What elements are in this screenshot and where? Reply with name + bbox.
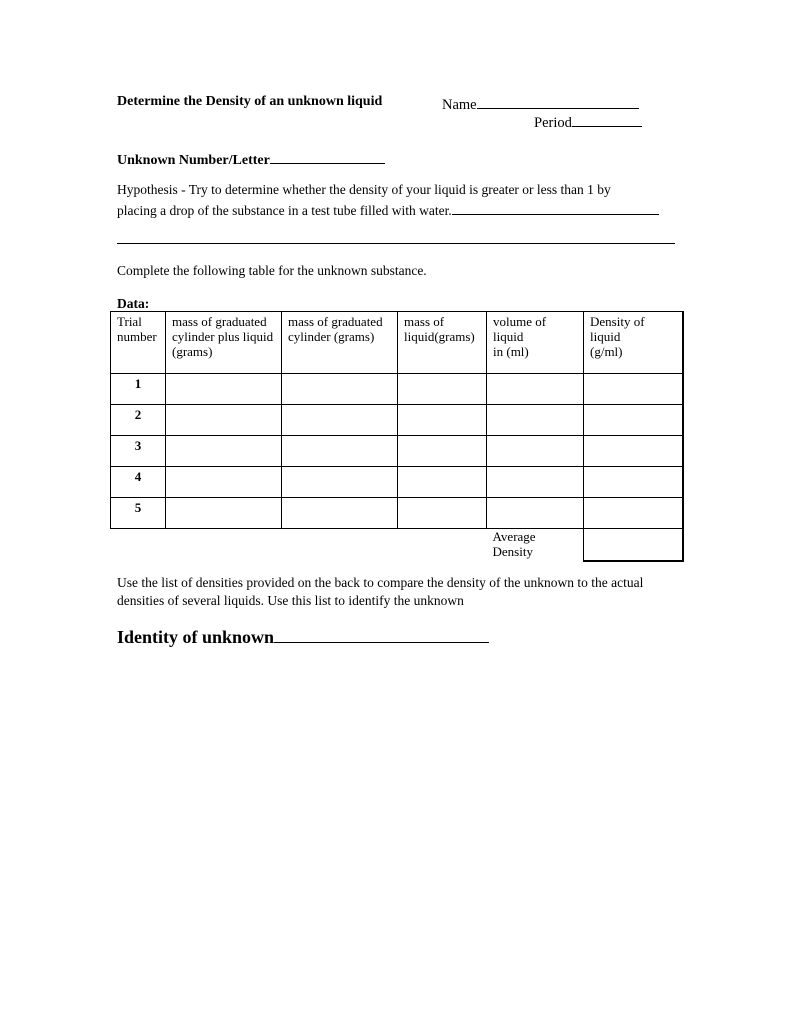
trial-number-cell: 5 — [111, 498, 166, 529]
input-cell[interactable] — [166, 498, 282, 529]
identity-label: Identity of unknown — [117, 627, 275, 647]
trial-number-cell: 2 — [111, 405, 166, 436]
input-cell[interactable] — [398, 436, 487, 467]
input-cell[interactable] — [282, 467, 398, 498]
trial-number-cell: 4 — [111, 467, 166, 498]
worksheet-title: Determine the Density of an unknown liquid — [117, 94, 383, 109]
input-cell[interactable] — [487, 467, 584, 498]
input-cell[interactable] — [398, 374, 487, 405]
identity-blank[interactable] — [274, 625, 489, 643]
header-mass-liquid: mass of liquid(grams) — [398, 312, 487, 374]
trial-number-cell: 3 — [111, 436, 166, 467]
input-cell[interactable] — [166, 436, 282, 467]
hypothesis-blank-2[interactable] — [117, 243, 675, 244]
hypothesis-line-2: placing a drop of the substance in a test tube filled with water. — [117, 203, 452, 218]
data-label: Data: — [117, 296, 150, 311]
hypothesis-line-2-wrap[interactable] — [117, 200, 659, 219]
input-cell[interactable] — [584, 436, 683, 467]
name-label: Name — [442, 97, 477, 113]
input-cell[interactable] — [282, 374, 398, 405]
compare-line-1: Use the list of densities provided on the back to compare the density of the unknown to the actual — [117, 575, 644, 590]
input-cell[interactable] — [487, 498, 584, 529]
header-volume-liquid: volume of liquid in (ml) — [487, 312, 584, 374]
input-cell[interactable] — [282, 498, 398, 529]
trial-number-cell: 1 — [111, 374, 166, 405]
header-density-liquid: Density of liquid (g/ml) — [584, 312, 683, 374]
header-mass-cylinder: mass of graduated cylinder (grams) — [282, 312, 398, 374]
unknown-label: Unknown Number/Letter — [117, 153, 270, 168]
data-table — [110, 311, 684, 562]
input-cell[interactable] — [166, 374, 282, 405]
input-cell[interactable] — [584, 374, 683, 405]
table-row — [111, 374, 683, 405]
average-row — [111, 529, 683, 562]
input-cell[interactable] — [166, 467, 282, 498]
table-row — [111, 436, 683, 467]
table-row — [111, 498, 683, 529]
input-cell[interactable] — [584, 467, 683, 498]
header-mass-cylinder-plus-liquid: mass of graduated cylinder plus liquid (grams) — [166, 312, 282, 374]
input-cell[interactable] — [487, 436, 584, 467]
compare-line-2: densities of several liquids. Use this list to identify the unknown — [117, 593, 464, 608]
average-density-cell[interactable] — [584, 529, 683, 562]
header-trial-number: Trial number — [111, 312, 166, 374]
average-density-label: Average Density — [487, 529, 584, 562]
input-cell[interactable] — [398, 467, 487, 498]
input-cell[interactable] — [584, 498, 683, 529]
hypothesis-line-1: Hypothesis - Try to determine whether the density of your liquid is greater or less than 1 by — [117, 182, 611, 197]
period-blank[interactable] — [572, 112, 642, 127]
table-instruction: Complete the following table for the unknown substance. — [117, 263, 427, 278]
input-cell[interactable] — [398, 405, 487, 436]
unknown-blank[interactable] — [270, 148, 385, 164]
input-cell[interactable] — [282, 405, 398, 436]
period-label: Period — [534, 115, 572, 131]
name-blank[interactable] — [477, 94, 639, 109]
input-cell[interactable] — [398, 498, 487, 529]
hypothesis-blank-1[interactable] — [452, 200, 659, 215]
table-row — [111, 467, 683, 498]
input-cell[interactable] — [282, 436, 398, 467]
period-line[interactable] — [534, 112, 642, 132]
unknown-line[interactable] — [117, 148, 385, 169]
table-header-row — [111, 312, 683, 374]
input-cell[interactable] — [584, 405, 683, 436]
input-cell[interactable] — [487, 405, 584, 436]
input-cell[interactable] — [487, 374, 584, 405]
name-line[interactable] — [442, 94, 639, 114]
table-row — [111, 405, 683, 436]
identity-line[interactable] — [117, 625, 489, 648]
input-cell[interactable] — [166, 405, 282, 436]
